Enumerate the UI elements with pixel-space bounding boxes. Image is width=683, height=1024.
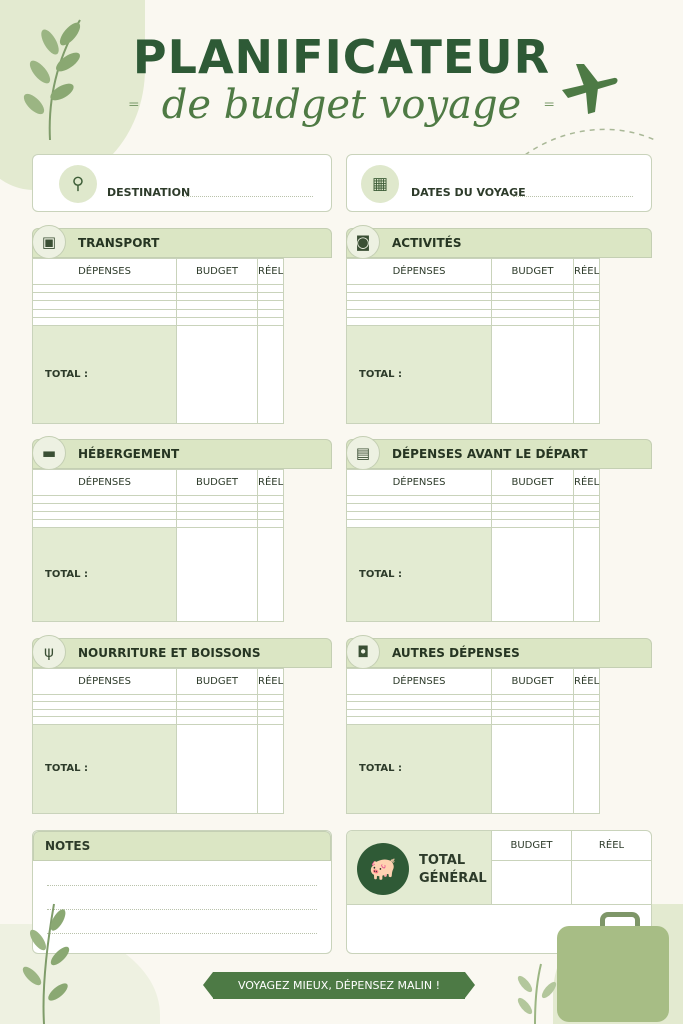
camera-icon: ◙ bbox=[346, 225, 380, 259]
section-other bbox=[346, 638, 652, 814]
total-row[interactable] bbox=[347, 325, 600, 423]
col-actual: RÉEL bbox=[258, 669, 284, 695]
section-title: DÉPENSES AVANT LE DÉPART bbox=[392, 447, 588, 461]
col-expenses: DÉPENSES bbox=[33, 259, 177, 285]
notes-line[interactable] bbox=[47, 933, 317, 934]
table-row[interactable] bbox=[347, 317, 600, 325]
table-row[interactable] bbox=[33, 317, 284, 325]
table-row[interactable] bbox=[33, 301, 284, 309]
total-row[interactable] bbox=[347, 527, 600, 622]
page-subtitle: de budget voyage bbox=[161, 82, 522, 128]
grand-total-label-area bbox=[347, 831, 492, 905]
notes-line[interactable] bbox=[47, 885, 317, 886]
table-row[interactable] bbox=[33, 519, 284, 527]
destination-label: DESTINATION bbox=[107, 186, 191, 199]
total-label: TOTAL : bbox=[347, 527, 492, 622]
table-row[interactable] bbox=[33, 702, 284, 709]
expense-table bbox=[32, 258, 284, 424]
col-actual: RÉEL bbox=[574, 259, 600, 285]
table-row[interactable] bbox=[33, 293, 284, 301]
table-row[interactable] bbox=[347, 717, 600, 724]
col-actual: RÉEL bbox=[258, 470, 284, 496]
dates-input-line[interactable] bbox=[513, 196, 633, 197]
total-row[interactable] bbox=[33, 325, 284, 423]
table-row[interactable] bbox=[33, 503, 284, 511]
expense-table bbox=[32, 668, 284, 814]
section-title: HÉBERGEMENT bbox=[78, 447, 180, 461]
table-row[interactable] bbox=[347, 309, 600, 317]
table-row[interactable] bbox=[347, 519, 600, 527]
bus-icon: ▣ bbox=[32, 225, 66, 259]
col-budget: BUDGET bbox=[177, 669, 258, 695]
grand-total-actual-cell[interactable] bbox=[572, 861, 651, 905]
table-row[interactable] bbox=[347, 709, 600, 716]
dates-label: DATES DU VOYAGE bbox=[411, 186, 526, 199]
calendar-icon: ▦ bbox=[361, 165, 399, 203]
total-row[interactable] bbox=[33, 724, 284, 813]
total-label: TOTAL : bbox=[33, 527, 177, 622]
section-header bbox=[32, 228, 332, 258]
title-dash-left: ⁼ bbox=[128, 96, 140, 121]
table-row[interactable] bbox=[347, 503, 600, 511]
grand-total-budget-header: BUDGET bbox=[492, 831, 572, 861]
section-pre-departure bbox=[346, 439, 652, 622]
col-budget: BUDGET bbox=[492, 669, 574, 695]
section-transport bbox=[32, 228, 332, 424]
section-header bbox=[32, 439, 332, 469]
suitcase-icon bbox=[557, 926, 669, 1022]
page-title: PLANIFICATEUR bbox=[132, 30, 551, 84]
table-row[interactable] bbox=[33, 695, 284, 702]
col-budget: BUDGET bbox=[492, 259, 574, 285]
table-row[interactable] bbox=[33, 511, 284, 519]
destination-card[interactable] bbox=[32, 154, 332, 212]
table-row[interactable] bbox=[33, 717, 284, 724]
total-row[interactable] bbox=[347, 724, 600, 813]
total-row[interactable] bbox=[33, 527, 284, 622]
section-food bbox=[32, 638, 332, 814]
col-expenses: DÉPENSES bbox=[347, 470, 492, 496]
total-label: TOTAL : bbox=[33, 325, 177, 423]
expense-table bbox=[346, 258, 600, 424]
table-row[interactable] bbox=[347, 285, 600, 293]
wallet-icon: ▤ bbox=[346, 436, 380, 470]
table-row[interactable] bbox=[33, 496, 284, 504]
col-expenses: DÉPENSES bbox=[33, 470, 177, 496]
table-row[interactable] bbox=[347, 702, 600, 709]
table-row[interactable] bbox=[347, 695, 600, 702]
destination-input-line[interactable] bbox=[183, 196, 313, 197]
total-label: TOTAL : bbox=[347, 325, 492, 423]
table-row[interactable] bbox=[347, 496, 600, 504]
col-budget: BUDGET bbox=[492, 470, 574, 496]
expense-table bbox=[32, 469, 284, 622]
title-dash-right: ⁼ bbox=[543, 96, 555, 121]
location-pin-icon: ⚲ bbox=[59, 165, 97, 203]
grand-total-line1: TOTAL bbox=[419, 853, 466, 868]
table-row[interactable] bbox=[33, 309, 284, 317]
grand-total-line2: GÉNÉRAL bbox=[419, 871, 487, 886]
footer-banner: VOYAGEZ MIEUX, DÉPENSEZ MALIN ! bbox=[213, 972, 465, 999]
section-title: AUTRES DÉPENSES bbox=[392, 646, 520, 660]
piggy-bank-icon: 🐖 bbox=[357, 843, 409, 895]
col-actual: RÉEL bbox=[258, 259, 284, 285]
section-lodging bbox=[32, 439, 332, 622]
section-title: NOURRITURE ET BOISSONS bbox=[78, 646, 261, 660]
col-expenses: DÉPENSES bbox=[347, 259, 492, 285]
notes-line[interactable] bbox=[47, 909, 317, 910]
notes-title: NOTES bbox=[45, 839, 91, 853]
col-budget: BUDGET bbox=[177, 259, 258, 285]
total-label: TOTAL : bbox=[347, 724, 492, 813]
col-expenses: DÉPENSES bbox=[347, 669, 492, 695]
section-activities bbox=[346, 228, 652, 424]
leaf-icon bbox=[14, 900, 84, 1024]
section-title: TRANSPORT bbox=[78, 236, 160, 250]
leaf-icon bbox=[505, 960, 565, 1024]
expense-table bbox=[346, 469, 600, 622]
fork-knife-icon: ψ bbox=[32, 635, 66, 669]
expense-table bbox=[346, 668, 600, 814]
table-row[interactable] bbox=[347, 301, 600, 309]
table-row[interactable] bbox=[33, 285, 284, 293]
grand-total-budget-cell[interactable] bbox=[492, 861, 572, 905]
shopping-bag-icon: ◘ bbox=[346, 635, 380, 669]
grand-total-actual-header: RÉEL bbox=[572, 831, 651, 861]
col-actual: RÉEL bbox=[574, 470, 600, 496]
dates-card[interactable] bbox=[346, 154, 652, 212]
section-title: ACTIVITÉS bbox=[392, 236, 462, 250]
table-row[interactable] bbox=[33, 709, 284, 716]
total-label: TOTAL : bbox=[33, 724, 177, 813]
col-expenses: DÉPENSES bbox=[33, 669, 177, 695]
table-row[interactable] bbox=[347, 511, 600, 519]
col-actual: RÉEL bbox=[574, 669, 600, 695]
table-row[interactable] bbox=[347, 293, 600, 301]
bed-icon: ▬ bbox=[32, 436, 66, 470]
col-budget: BUDGET bbox=[177, 470, 258, 496]
